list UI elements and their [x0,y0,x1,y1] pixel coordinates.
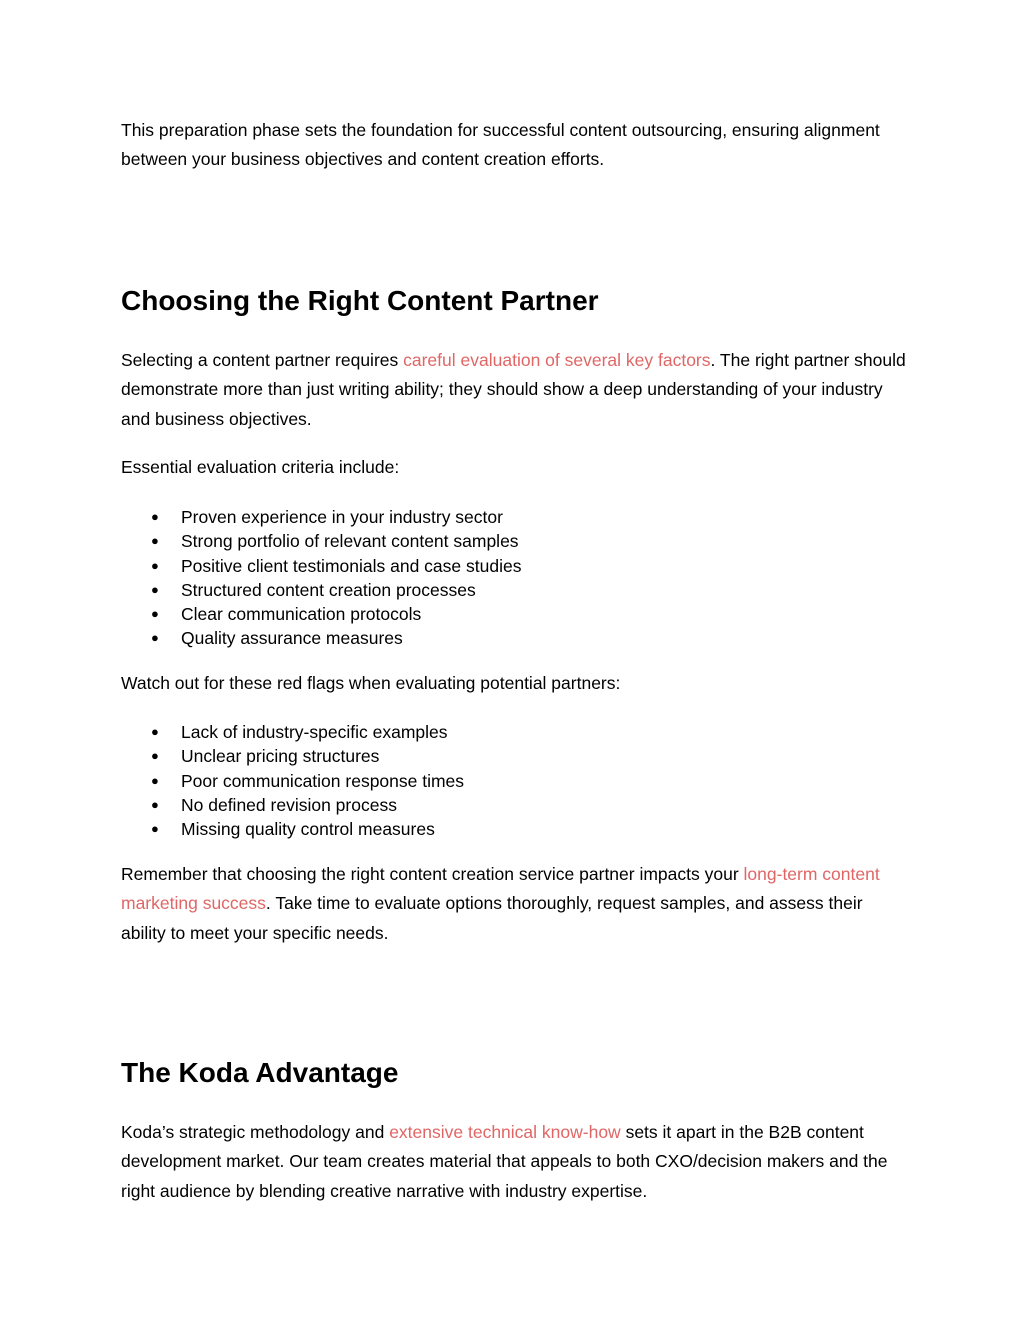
partner-impact-paragraph [121,860,911,948]
section-heading-koda-advantage: The Koda Advantage [121,1057,399,1088]
paragraph-text: . The right partner should demonstrate more than just writing ability; they should show a deep understanding of your industry and business objectives. [121,350,906,429]
paragraph-text: Koda’s strategic methodology and [121,1122,390,1142]
paragraph-text: sets it apart in the B2B content development market. Our team creates material that appeals to both CXO/decision makers and the right audience by blending creative narrative with industry expertise. [121,1122,888,1201]
redflags-intro-paragraph: Watch out for these red flags when evaluating potential partners: [121,673,621,693]
list-item: ● Missing quality control measures [121,817,911,841]
paragraph-text: Selecting a content partner requires [121,350,404,370]
list-item: ● Unclear pricing structures [121,744,911,768]
list-item: ● Proven experience in your industry sector [121,505,911,529]
section-heading-choosing-partner: Choosing the Right Content Partner [121,285,599,316]
list-item: ● Poor communication response times [121,769,911,793]
partner-selection-paragraph [121,346,911,434]
list-item: ● Structured content creation processes [121,578,911,602]
list-item: ● Lack of industry-specific examples [121,720,911,744]
criteria-intro-paragraph: Essential evaluation criteria include: [121,457,400,477]
redflags-list [121,720,911,841]
koda-advantage-paragraph [121,1118,911,1206]
list-item: ● Quality assurance measures [121,626,911,650]
list-item: ● Positive client testimonials and case studies [121,554,911,578]
criteria-list [121,505,911,651]
paragraph-text: Remember that choosing the right content creation service partner impacts your [121,864,744,884]
list-item: ● Strong portfolio of relevant content samples [121,529,911,553]
key-factors-link[interactable]: careful evaluation of several key factors [403,350,711,370]
intro-text: This preparation phase sets the foundation for successful content outsourcing, ensuring alignment between your business objectives and content creation efforts. [121,120,880,170]
list-item: ● Clear communication protocols [121,602,911,626]
technical-know-how-link[interactable]: extensive technical know-how [389,1122,621,1142]
intro-paragraph [121,116,911,175]
paragraph-text: . Take time to evaluate options thoroughly, request samples, and assess their ability to meet your specific needs. [121,893,863,943]
list-item: ● No defined revision process [121,793,911,817]
content-marketing-success-link[interactable]: long-term content marketing success [121,864,880,914]
